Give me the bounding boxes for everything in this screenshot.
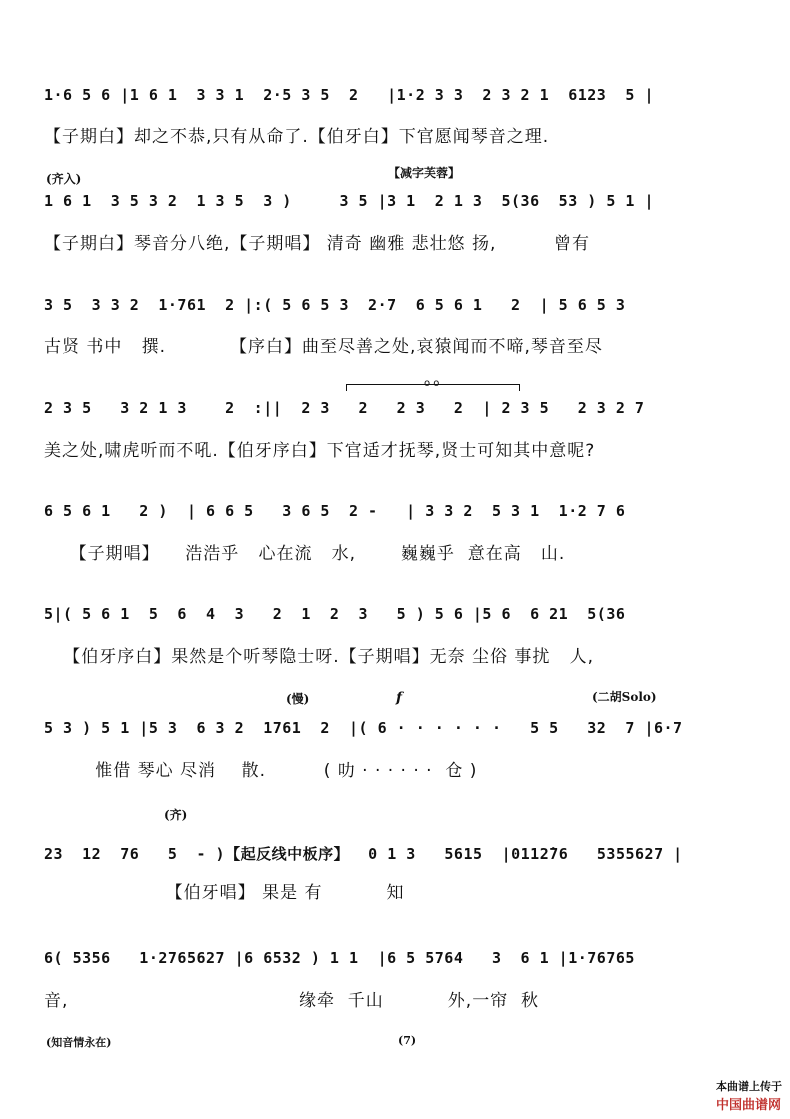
notation-line-4: 2 3 5 3 2 1 3 2 :|| 2 3 2 2 3 2 | 2 3 5 2 3 2 7: [44, 399, 645, 417]
upload-credit: [708, 1065, 782, 1113]
notation-line-3: 3 5 3 3 2 1·761 2 |:( 5 6 5 3 2·7 6 5 6 1 2 | 5 6 5 3: [44, 296, 626, 314]
annotation-unison-entry: (齐入): [46, 172, 82, 186]
lyric-line-2: 【子期白】琴音分八绝,【子期唱】 清奇 幽雅 悲壮悠 扬, 曾有: [44, 234, 591, 254]
site-logo-text: 中国曲谱网: [716, 1098, 782, 1113]
lyric-line-3: 古贤 书中 撰. 【序白】曲至尽善之处,哀猿闻而不啼,琴音至尽: [44, 337, 603, 357]
notation-line-1: 1·6 5 6 |1 6 1 3 3 1 2·5 3 5 2 |1·2 3 3 2 3 2 1 6123 5 |: [44, 86, 654, 104]
notation-line-8: 23 12 76 5 - )【起反线中板序】 0 1 3 5615 |0112̇76 5355627 |: [44, 845, 683, 863]
fermata-dots: o o: [424, 378, 440, 389]
lyric-line-9: 音, 缘牵 千山 外,一帘 秋: [44, 991, 539, 1011]
annotation-erhu-solo: (二胡Solo): [592, 690, 657, 704]
notation-line-9: 6( 5356 1·2765627 |6 6532 ) 1 1 |6 5 5764 3 6 1 |1·76765: [44, 949, 635, 967]
notation-line-6: 5|( 5 6 1 5 6 4 3 2 1 2 3 5 ) 5 6 |5 6 6 21 5(36: [44, 605, 626, 623]
lyric-line-5: 【子期唱】 浩浩乎 心在流 水, 巍巍乎 意在高 山.: [44, 544, 566, 564]
notation-line-2: 1 6 1 3 5 3 2 1 3 5 3 ) 3 5 |3 1 2 1 3 5(36 53 ) 5 1 |: [44, 192, 654, 210]
annotation-tempo-slow: (慢): [286, 692, 310, 706]
notation-line-7: 5 3 ) 5 1 |5 3 6 3 2 1761 2 |( 6 · · · · · · 5 5 32 7 |6·7: [44, 719, 683, 737]
lyric-line-8: 【伯牙唱】 果是 有 知: [44, 883, 405, 903]
annotation-unison: (齐): [164, 808, 188, 822]
credit-prefix: 本曲谱上传于: [716, 1080, 782, 1093]
footer-note: (知音情永在): [46, 1036, 112, 1049]
notation-line-5: 6 5 6 1 2 ) | 6 6 5 3 6 5 2 - | 3 3 2 5 3 1 1·2 7 6: [44, 502, 626, 520]
lyric-line-4: 美之处,啸虎听而不吼.【伯牙序白】下官适才抚琴,贤士可知其中意呢?: [44, 441, 596, 461]
lyric-line-7: 惟借 琴心 尽消 散. ( 叻 · · · · · · 仓 ): [44, 761, 478, 781]
lyric-line-1: 【子期白】却之不恭,只有从命了.【伯牙白】下官愿闻琴音之理.: [44, 127, 550, 147]
page-number: (7): [398, 1034, 417, 1047]
lyric-line-6: 【伯牙序白】果然是个听琴隐士呀.【子期唱】无奈 尘俗 事扰 人,: [44, 647, 595, 667]
annotation-qupai-title: 【减字芙蓉】: [388, 166, 461, 180]
dynamic-forte: f: [396, 690, 403, 706]
